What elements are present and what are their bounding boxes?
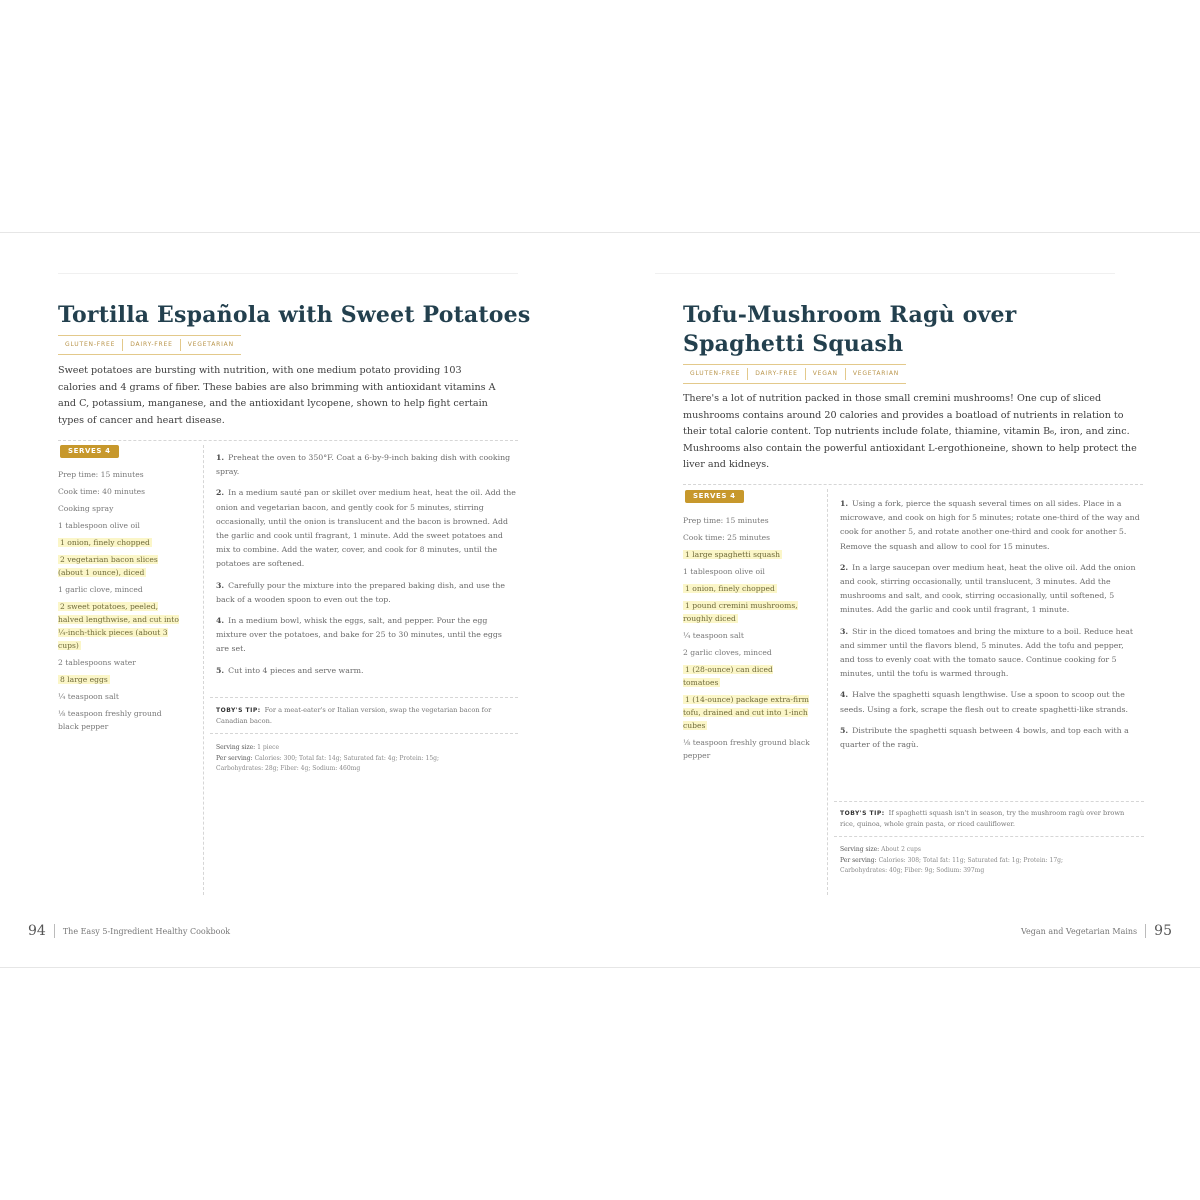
step-text: Stir in the diced tomatoes and bring the mixture to a boil. Reduce heat and simmer until the flavors blend, 5 minutes. Add the tofu and pepper, and toss to evenly coat with the tomato sauce. Continue cooking for 5 minutes, until the tofu is warmed through. (840, 626, 1134, 679)
per-serving-label: Per serving: (840, 856, 877, 864)
instruction-step (216, 614, 516, 657)
nutrition-info (840, 845, 1105, 877)
step-text: Preheat the oven to 350°F. Coat a 6-by-9-inch baking dish with cooking spray. (216, 453, 511, 477)
diet-tag: GLUTEN-FREE (58, 339, 123, 351)
divider (834, 836, 1144, 837)
ingredient-text: 2 vegetarian bacon slices (about 1 ounce), diced (58, 555, 158, 577)
instruction-step (840, 497, 1140, 554)
title-line-2: Spaghetti Squash (683, 331, 904, 357)
ingredient-text: 2 tablespoons water (58, 658, 136, 667)
tip-label: TOBY'S TIP: (216, 707, 261, 714)
footer-separator (54, 924, 55, 938)
ingredient-text: ⅛ teaspoon freshly ground black pepper (683, 738, 810, 760)
serves-badge: SERVES 4 (685, 490, 744, 503)
ingredient-text: 1 (28-ounce) can diced tomatoes (683, 665, 773, 687)
ingredient-text: 1 (14-ounce) package extra-firm tofu, drained and cut into 1-inch cubes (683, 695, 809, 730)
ingredient-item (683, 597, 811, 627)
step-number: 5. (840, 725, 849, 735)
ingredient-item (58, 688, 180, 705)
tip-text: If spaghetti squash isn't in season, try the mushroom ragù over brown rice, quinoa, whole grain pasta, or riced cauliflower. (840, 809, 1125, 828)
ingredient-item (683, 529, 811, 546)
page-number: 94 (28, 923, 46, 939)
diet-tag: GLUTEN-FREE (683, 368, 748, 380)
footer-separator (1145, 924, 1146, 938)
serving-size: 1 piece (257, 744, 280, 751)
title-line-1: Tofu-Mushroom Ragù over (683, 302, 1017, 328)
step-text: In a medium sauté pan or skillet over medium heat, heat the oil. Add the onion and vegetarian bacon, and gently cook for 5 minutes, stirring occasionally, until the onion is translucent and the bacon is browned. Add the garlic and cook until fragrant, 1 minute. Add the sweet potatoes and mix to combine. Add the water, cover, and cook for 8 minutes, until the potatoes are softened. (216, 488, 516, 569)
divider (58, 440, 518, 441)
ingredient-item (58, 517, 180, 534)
tip-text: For a meat-eater's or Italian version, swap the vegetarian bacon for Canadian bacon. (216, 706, 492, 725)
ingredient-text: Cook time: 25 minutes (683, 533, 771, 542)
ingredient-text: ¼ teaspoon salt (58, 692, 119, 701)
step-text: Halve the spaghetti squash lengthwise. Use a spoon to scoop out the seeds. Using a fork, scrape the flesh out to create spaghetti-like strands. (840, 690, 1128, 714)
step-number: 4. (216, 616, 225, 626)
ingredient-item (683, 512, 811, 529)
ingredient-item (683, 734, 811, 764)
step-number: 1. (216, 453, 225, 462)
book-spread (0, 232, 1200, 968)
ingredient-text: 1 pound cremini mushrooms, roughly diced (683, 601, 798, 623)
ingredient-text: 1 garlic clove, minced (58, 585, 143, 594)
ingredient-text: ¼ teaspoon salt (683, 631, 744, 640)
ingredient-list (58, 466, 180, 735)
faint-header-rule (58, 273, 518, 274)
instruction-step (840, 561, 1140, 618)
diet-tag: VEGETARIAN (852, 370, 900, 377)
page-number: 95 (1154, 923, 1172, 939)
ingredient-text: 1 large spaghetti squash (685, 550, 781, 559)
instruction-step (216, 664, 516, 678)
instruction-step (840, 724, 1140, 752)
ingredient-item (683, 644, 811, 661)
step-number: 5. (216, 665, 225, 675)
tobys-tip (216, 705, 511, 727)
ingredient-item (683, 563, 811, 580)
instruction-list (216, 451, 516, 685)
ingredient-text: 1 onion, finely chopped (685, 584, 775, 593)
serving-size: About 2 cups (881, 846, 921, 853)
step-text: Distribute the spaghetti squash between 4 bowls, and top each with a quarter of the ragù. (840, 725, 1129, 750)
divider (210, 733, 518, 734)
recipe-intro: Sweet potatoes are bursting with nutrition, with one medium potato providing 103 calories and 4 grams of fiber. These babies are also brimming with antioxidant vitamins A and C, potassium, manganese, and the antioxidant lycopene, shown to help fight certain types of cancer and heart disease. (58, 365, 496, 426)
book-title: The Easy 5-Ingredient Healthy Cookbook (62, 926, 231, 936)
ingredient-text: 1 tablespoon olive oil (683, 567, 765, 576)
diet-tags (683, 364, 906, 384)
instruction-step (216, 486, 516, 571)
ingredient-item (58, 654, 180, 671)
ingredient-item (58, 500, 180, 517)
ingredient-item (683, 546, 811, 563)
ingredient-item (58, 581, 180, 598)
step-text: In a medium bowl, whisk the eggs, salt, and pepper. Pour the egg mixture over the potatoes, and bake for 25 to 30 minutes, until the eggs are set. (216, 616, 502, 654)
divider (683, 484, 1143, 485)
ingredient-item (683, 580, 811, 597)
ingredient-text: Prep time: 15 minutes (58, 470, 144, 479)
step-number: 1. (840, 499, 849, 508)
nutrition-values: Calories: 300; Total fat: 14g; Saturated fat: 4g; Protein: 15g; Carbohydrates: 28g; Fiber: 4g; Sodium: 460mg (216, 754, 440, 772)
ingredient-text: Cook time: 40 minutes (58, 487, 146, 496)
step-number: 2. (216, 488, 225, 498)
step-number: 3. (216, 580, 225, 590)
step-text: Cut into 4 pieces and serve warm. (228, 665, 364, 675)
recipe-title (683, 301, 1016, 359)
diet-tag: VEGETARIAN (187, 341, 234, 348)
nutrition-values: Calories: 308; Total fat: 11g; Saturated fat: 1g; Protein: 17g; Carbohydrates: 40g; Fiber: 9g; Sodium: 397mg (840, 856, 1064, 874)
instruction-list (840, 497, 1140, 759)
ingredient-item (683, 627, 811, 644)
ingredient-list (683, 512, 811, 764)
ingredient-text: 1 onion, finely chopped (60, 538, 150, 547)
recipe-title: Tortilla Española with Sweet Potatoes (58, 302, 531, 328)
right-page (600, 233, 1200, 969)
ingredient-item (58, 671, 180, 688)
instruction-step (840, 625, 1140, 682)
step-text: Carefully pour the mixture into the prepared baking dish, and use the back of a wooden spoon to even out the top. (216, 580, 505, 604)
ingredient-item (58, 705, 180, 735)
nutrition-info (216, 743, 486, 775)
divider (834, 801, 1144, 802)
ingredient-text: Cooking spray (58, 504, 114, 513)
recipe-intro: There's a lot of nutrition packed in those small cremini mushrooms! One cup of sliced mushrooms contains around 20 calories and provides a boatload of nutrients in relation to their total calorie content. Top nutrients include folate, thiamine, vitamin B₆, iron, and zinc. Mushrooms also contain the powerful antioxidant L-ergothioneine, shown to help protect the liver and kidneys. (683, 393, 1137, 470)
serving-label: Serving size: (840, 846, 880, 853)
step-number: 4. (840, 690, 849, 700)
per-serving-label: Per serving: (216, 754, 253, 762)
diet-tag: DAIRY-FREE (748, 368, 806, 380)
serves-badge: SERVES 4 (60, 445, 119, 458)
ingredient-item (58, 534, 180, 551)
diet-tag: VEGAN (806, 368, 846, 380)
page-footer (28, 923, 230, 939)
page-footer (1021, 923, 1172, 939)
column-divider (827, 489, 828, 895)
ingredient-text: Prep time: 15 minutes (683, 516, 769, 525)
ingredient-item (58, 598, 180, 654)
left-page (0, 233, 600, 969)
tip-label: TOBY'S TIP: (840, 810, 885, 817)
step-number: 2. (840, 562, 849, 572)
serving-label: Serving size: (216, 744, 256, 751)
ingredient-text: 2 garlic cloves, minced (683, 648, 772, 657)
instruction-step (216, 451, 516, 479)
ingredient-text: 1 tablespoon olive oil (58, 521, 140, 530)
step-text: Using a fork, pierce the squash several times on all sides. Place in a microwave, and cook on high for 5 minutes; rotate one-third of the way and cook for another 5, and rotate another one-third and cook for another 5. Remove the squash and allow to cool for 15 minutes. (840, 499, 1140, 551)
ingredient-item (683, 661, 811, 691)
tobys-tip (840, 808, 1140, 830)
faint-header-rule (655, 273, 1115, 274)
diet-tag: DAIRY-FREE (123, 339, 181, 351)
diet-tags (58, 335, 241, 355)
ingredient-item (58, 551, 180, 581)
ingredient-text: ⅛ teaspoon freshly ground black pepper (58, 709, 162, 731)
divider (210, 697, 518, 698)
step-text: In a large saucepan over medium heat, heat the olive oil. Add the onion and cook, stirring occasionally, until translucent, 3 minutes. Add the mushrooms and salt, and cook, stirring occasionally, until softened, 5 minutes. Add the garlic and cook until fragrant, 1 minute. (840, 562, 1136, 615)
ingredient-text: 2 sweet potatoes, peeled, halved lengthwise, and cut into ¼-inch-thick pieces (about 3 cups) (58, 602, 179, 650)
column-divider (203, 445, 204, 895)
ingredient-item (683, 691, 811, 734)
section-title: Vegan and Vegetarian Mains (1020, 926, 1138, 936)
ingredient-item (58, 466, 180, 483)
step-number: 3. (840, 626, 849, 636)
instruction-step (216, 579, 516, 607)
ingredient-text: 8 large eggs (60, 675, 108, 684)
ingredient-item (58, 483, 180, 500)
instruction-step (840, 688, 1140, 716)
